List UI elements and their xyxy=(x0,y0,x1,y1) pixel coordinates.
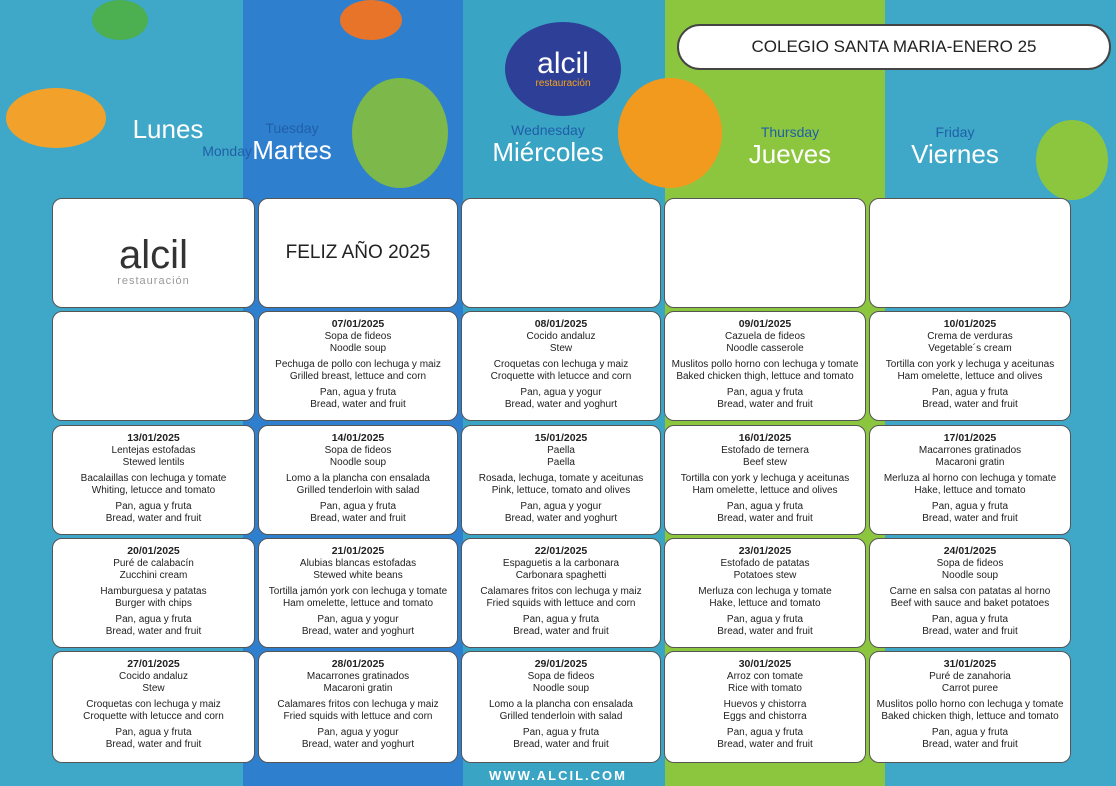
logo-cell-sub: restauración xyxy=(117,275,190,287)
first-course-en: Noodle soup xyxy=(941,570,999,581)
menu-date: 28/01/2025 xyxy=(331,658,385,670)
menu-cell xyxy=(869,425,1071,535)
menu-cell xyxy=(258,651,458,763)
dessert-es: Pan, agua y fruta xyxy=(931,387,1009,398)
dessert-en: Bread, water and fruit xyxy=(922,399,1018,410)
menu-date: 15/01/2025 xyxy=(534,432,588,444)
dessert-en: Bread, water and yoghurt xyxy=(301,739,415,750)
dessert-es: Pan, agua y fruta xyxy=(931,727,1009,738)
menu-date: 21/01/2025 xyxy=(331,545,385,557)
second-course-en: Ham omelette, lettuce and olives xyxy=(897,371,1043,382)
second-course-es: Muslitos pollo horno con lechuga y tomate xyxy=(671,359,859,370)
menu-date: 10/01/2025 xyxy=(943,318,997,330)
greeting-cell: FELIZ AÑO 2025 xyxy=(258,198,458,308)
second-course-es: Calamares fritos con lechuga y maiz xyxy=(480,586,642,597)
first-course-en: Vegetable´s cream xyxy=(928,343,1012,354)
menu-date: 09/01/2025 xyxy=(738,318,792,330)
second-course-es: Croquetas con lechuga y maiz xyxy=(493,359,629,370)
menu-date: 24/01/2025 xyxy=(943,545,997,557)
logo-cell-name: alcil xyxy=(119,233,188,277)
second-course-en: Fried squids with lettuce and corn xyxy=(486,598,636,609)
dessert-en: Bread, water and fruit xyxy=(105,626,202,637)
first-course-en: Stew xyxy=(142,683,165,694)
dessert-en: Bread, water and fruit xyxy=(717,626,813,637)
menu-date: 13/01/2025 xyxy=(127,432,180,444)
dessert-es: Pan, agua y yogur xyxy=(520,387,602,398)
first-course-en: Noodle soup xyxy=(329,457,387,468)
menu-cell xyxy=(52,538,255,648)
dessert-en: Bread, water and fruit xyxy=(922,513,1018,524)
menu-cell xyxy=(869,651,1071,763)
menu-cell xyxy=(664,311,866,421)
day-en: Monday xyxy=(202,143,252,159)
dessert-es: Pan, agua y fruta xyxy=(726,614,804,625)
menu-cell xyxy=(258,311,458,421)
menu-date: 22/01/2025 xyxy=(534,545,588,557)
menu-cell xyxy=(461,538,661,648)
menu-cell xyxy=(664,651,866,763)
second-course-es: Croquetas con lechuga y maiz xyxy=(86,699,221,710)
dessert-en: Bread, water and yoghurt xyxy=(504,513,618,524)
day-es: Martes xyxy=(252,135,332,165)
dessert-en: Bread, water and fruit xyxy=(105,739,202,750)
first-course-en: Stewed lentils xyxy=(122,457,185,468)
second-course-en: Hake, lettuce and tomato xyxy=(709,598,821,609)
dessert-es: Pan, agua y yogur xyxy=(317,727,399,738)
second-course-es: Tortilla con york y lechuga y aceitunas xyxy=(680,473,850,484)
menu-date: 30/01/2025 xyxy=(738,658,792,670)
first-course-es: Cocido andaluz xyxy=(119,671,188,682)
dessert-es: Pan, agua y fruta xyxy=(931,614,1009,625)
menu-date: 27/01/2025 xyxy=(127,658,180,670)
second-course-es: Hamburguesa y patatas xyxy=(100,586,207,597)
second-course-en: Grilled breast, lettuce and corn xyxy=(289,371,427,382)
menu-date: 07/01/2025 xyxy=(331,318,385,330)
menu-date: 23/01/2025 xyxy=(738,545,792,557)
menu-date: 08/01/2025 xyxy=(534,318,588,330)
second-course-en: Croquette with letucce and corn xyxy=(490,371,632,382)
first-course-es: Arroz con tomate xyxy=(726,671,804,682)
dessert-en: Bread, water and fruit xyxy=(717,739,813,750)
first-course-es: Puré de zanahoria xyxy=(929,671,1011,682)
logo-sub: restauración xyxy=(535,77,591,89)
second-course-es: Merluza al horno con lechuga y tomate xyxy=(883,473,1057,484)
second-course-en: Eggs and chistorra xyxy=(723,711,807,722)
menu-date: 20/01/2025 xyxy=(127,545,180,557)
dessert-en: Bread, water and fruit xyxy=(310,513,406,524)
menu-cell xyxy=(52,651,255,763)
second-course-en: Croquette with letucce and corn xyxy=(83,711,224,722)
first-course-es: Cazuela de fideos xyxy=(724,331,806,342)
second-course-en: Grilled tenderloin with salad xyxy=(296,485,420,496)
dessert-en: Bread, water and fruit xyxy=(513,626,609,637)
menu-date: 16/01/2025 xyxy=(738,432,792,444)
second-course-en: Grilled tenderloin with salad xyxy=(499,711,623,722)
first-course-es: Sopa de fideos xyxy=(527,671,595,682)
first-course-es: Lentejas estofadas xyxy=(111,445,196,456)
first-course-es: Estofado de patatas xyxy=(720,558,810,569)
second-course-en: Hake, lettuce and tomato xyxy=(914,485,1026,496)
day-en: Friday xyxy=(935,124,975,140)
second-course-es: Huevos y chistorra xyxy=(723,699,807,710)
dessert-es: Pan, agua y yogur xyxy=(520,501,602,512)
second-course-es: Tortilla jamón york con lechuga y tomate xyxy=(268,586,448,597)
menu-cell xyxy=(52,425,255,535)
menu-cell xyxy=(869,538,1071,648)
dessert-es: Pan, agua y fruta xyxy=(522,614,600,625)
second-course-es: Merluza con lechuga y tomate xyxy=(698,586,832,597)
first-course-en: Carbonara spaghetti xyxy=(515,570,607,581)
empty-cell xyxy=(52,311,255,421)
menu-date: 17/01/2025 xyxy=(943,432,997,444)
menu-cell xyxy=(664,425,866,535)
day-header-tuesday xyxy=(192,120,392,164)
dessert-es: Pan, agua y fruta xyxy=(726,387,804,398)
first-course-en: Stewed white beans xyxy=(313,570,403,581)
menu-cell xyxy=(664,538,866,648)
empty-cell xyxy=(869,198,1071,308)
first-course-es: Cocido andaluz xyxy=(526,331,596,342)
dessert-es: Pan, agua y fruta xyxy=(726,501,804,512)
second-course-es: Calamares fritos con lechuga y maiz xyxy=(277,699,439,710)
first-course-en: Zucchini cream xyxy=(119,570,188,581)
dessert-en: Bread, water and fruit xyxy=(717,399,813,410)
day-es: Jueves xyxy=(748,139,832,169)
first-course-es: Alubias blancas estofadas xyxy=(299,558,417,569)
first-course-es: Estofado de ternera xyxy=(721,445,809,456)
dessert-en: Bread, water and fruit xyxy=(717,513,813,524)
second-course-es: Pechuga de pollo con lechuga y maiz xyxy=(275,359,441,370)
empty-cell xyxy=(664,198,866,308)
first-course-en: Carrot puree xyxy=(941,683,999,694)
empty-cell xyxy=(461,198,661,308)
menu-cell xyxy=(258,425,458,535)
logo-name: alcil xyxy=(537,46,589,80)
second-course-en: Pink, lettuce, tomato and olives xyxy=(491,485,631,496)
dessert-en: Bread, water and yoghurt xyxy=(504,399,618,410)
logo-cell xyxy=(52,198,255,308)
first-course-es: Paella xyxy=(547,445,575,456)
first-course-es: Sopa de fideos xyxy=(324,445,392,456)
second-course-en: Ham omelette, lettuce and tomato xyxy=(282,598,434,609)
first-course-es: Puré de calabacín xyxy=(113,558,194,569)
day-en: Wednesday xyxy=(511,122,585,138)
day-es: Viernes xyxy=(911,139,999,169)
second-course-en: Burger with chips xyxy=(115,598,192,609)
first-course-es: Sopa de fideos xyxy=(936,558,1004,569)
menu-date: 14/01/2025 xyxy=(331,432,385,444)
second-course-es: Lomo a la plancha con ensalada xyxy=(489,699,633,710)
first-course-en: Potatoes stew xyxy=(733,570,797,581)
first-course-en: Stew xyxy=(549,343,573,354)
second-course-es: Carne en salsa con patatas al horno xyxy=(889,586,1051,597)
first-course-en: Beef stew xyxy=(743,457,787,468)
dessert-en: Bread, water and fruit xyxy=(310,399,406,410)
first-course-en: Noodle soup xyxy=(329,343,387,354)
dessert-es: Pan, agua y fruta xyxy=(115,501,192,512)
menu-cell xyxy=(869,311,1071,421)
second-course-en: Baked chicken thigh, lettuce and tomato xyxy=(676,371,854,382)
dessert-en: Bread, water and fruit xyxy=(513,739,609,750)
second-course-es: Rosada, lechuga, tomate y aceitunas xyxy=(478,473,644,484)
first-course-es: Sopa de fideos xyxy=(324,331,392,342)
dessert-es: Pan, agua y fruta xyxy=(319,387,397,398)
dessert-es: Pan, agua y fruta xyxy=(115,727,192,738)
dessert-es: Pan, agua y fruta xyxy=(931,501,1009,512)
first-course-es: Macarrones gratinados xyxy=(306,671,410,682)
first-course-es: Macarrones gratinados xyxy=(918,445,1022,456)
day-en: Thursday xyxy=(760,124,820,140)
footer-url: WWW.ALCIL.COM xyxy=(489,768,627,783)
dessert-es: Pan, agua y fruta xyxy=(726,727,804,738)
first-course-en: Macaroni gratin xyxy=(323,683,393,694)
second-course-en: Ham omelette, lettuce and olives xyxy=(692,485,838,496)
second-course-es: Tortilla con york y lechuga y aceitunas xyxy=(885,359,1055,370)
dessert-en: Bread, water and yoghurt xyxy=(301,626,415,637)
day-en: Tuesday xyxy=(265,120,319,136)
second-course-es: Lomo a la plancha con ensalada xyxy=(286,473,430,484)
menu-date: 31/01/2025 xyxy=(943,658,997,670)
first-course-en: Rice with tomato xyxy=(728,683,802,694)
dessert-es: Pan, agua y fruta xyxy=(115,614,192,625)
dessert-es: Pan, agua y fruta xyxy=(522,727,600,738)
first-course-es: Crema de verduras xyxy=(927,331,1013,342)
menu-cell xyxy=(258,538,458,648)
menu-date: 29/01/2025 xyxy=(534,658,588,670)
dessert-en: Bread, water and fruit xyxy=(922,626,1018,637)
dessert-en: Bread, water and fruit xyxy=(922,739,1018,750)
first-course-en: Paella xyxy=(547,457,575,468)
second-course-en: Fried squids with lettuce and corn xyxy=(283,711,433,722)
first-course-en: Macaroni gratin xyxy=(935,457,1005,468)
day-header-wednesday xyxy=(448,122,648,166)
menu-cell xyxy=(461,425,661,535)
dessert-es: Pan, agua y yogur xyxy=(317,614,399,625)
basketball-icon xyxy=(340,0,402,40)
second-course-es: Bacalaillas con lechuga y tomate xyxy=(80,473,227,484)
day-header-friday xyxy=(855,124,1055,168)
menu-cell xyxy=(461,651,661,763)
day-es: Lunes xyxy=(132,114,204,144)
menu-cell xyxy=(461,311,661,421)
first-course-es: Espaguetis a la carbonara xyxy=(502,558,620,569)
second-course-en: Whiting, letucce and tomato xyxy=(91,485,216,496)
second-course-es: Muslitos pollo horno con lechuga y tomate xyxy=(876,699,1064,710)
dessert-es: Pan, agua y fruta xyxy=(319,501,397,512)
first-course-en: Noodle soup xyxy=(532,683,590,694)
alcil-logo-top xyxy=(505,22,621,116)
day-es: Miércoles xyxy=(492,137,604,167)
dessert-en: Bread, water and fruit xyxy=(105,513,202,524)
second-course-en: Beef with sauce and baket potatoes xyxy=(890,598,1050,609)
second-course-en: Baked chicken thigh, lettuce and tomato xyxy=(881,711,1059,722)
globe-icon xyxy=(92,0,148,40)
page-title: COLEGIO SANTA MARIA-ENERO 25 xyxy=(677,24,1111,70)
first-course-en: Noodle casserole xyxy=(726,343,804,354)
